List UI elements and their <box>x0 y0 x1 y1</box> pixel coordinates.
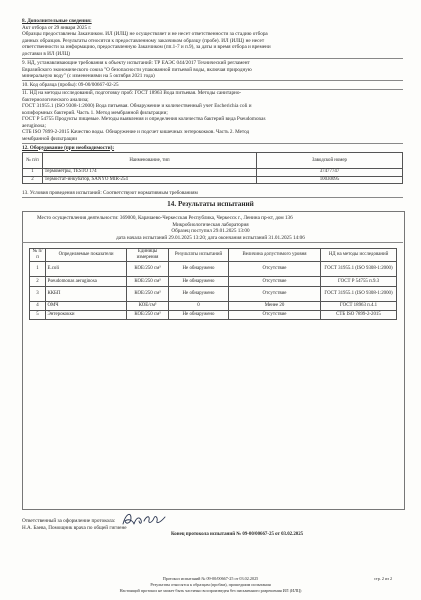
test-dates: дата начала испытаний 29.01.2025 13:20; дата окончания испытаний 31.01.2025 14:06 <box>116 234 305 241</box>
column-header: Заводской номер <box>257 153 403 169</box>
table-cell: ККБП <box>46 287 127 302</box>
table-cell: 1 <box>23 169 43 177</box>
table-cell: КОЕ/250 см³ <box>127 277 169 287</box>
table-cell: ГОСТ 18963 п.4.1 <box>321 302 397 311</box>
table-cell: 5 <box>30 311 46 320</box>
end-of-protocol: Конец протокола испытаний № 09-00/00667-25 от 03.02.2025 <box>171 531 304 537</box>
table-row <box>30 287 397 302</box>
section-11-line: бактериологического анализа; <box>22 96 89 103</box>
sample-received: Образец поступил 29.01.2025 13:00 <box>171 228 250 234</box>
signature-role: Ответственный за оформление протокола: <box>22 518 116 524</box>
equipment-table <box>22 152 403 184</box>
section-11-line: ГОСТ Р 54755 Продукты пищевые. Методы выявления и определения количества бактерий вида Pseudomonas <box>22 116 266 122</box>
table-cell: Не обнаружено <box>169 262 229 277</box>
table-cell: Термометры, TESTO 174 <box>43 169 257 177</box>
sample-code: 10. Код образца (пробы): 09-00/00667-02-25 <box>22 81 119 88</box>
table-cell: Не обнаружено <box>169 287 229 302</box>
test-location: Место осуществления деятельности: 369000, Карачаево-Черкесская Республика, Черкесск г., Ленина пр-кт, дом 136 <box>37 215 293 221</box>
signatory-name: Н.А. Баева, Помощник врача по общей гигиене <box>22 524 127 531</box>
table-cell: 37477747 <box>257 169 403 177</box>
table-cell: ОМЧ <box>46 302 127 311</box>
section-11-line: ГОСТ 31955.1 (ISO 9308-1:2000) Вода питьевая. Обнаружение и количественный учет Escherichia coli и <box>22 103 252 109</box>
column-header: № п/п <box>30 249 46 262</box>
table-cell: Pseudomonas aeruginosa <box>46 277 127 287</box>
table-cell: Не обнаружено <box>169 311 229 320</box>
column-header: № п/п <box>23 153 43 169</box>
divider <box>22 197 403 198</box>
table-cell: Не обнаружено <box>169 277 229 287</box>
section-9-line: Евразийского экономического союза "О безопасности упакованной питьевой воды, включая природную <box>22 66 252 73</box>
table-cell: 2 <box>30 277 46 287</box>
table-header-row <box>23 153 403 169</box>
column-header: Определяемые показатели <box>46 249 127 262</box>
table-cell: 2 <box>23 176 43 184</box>
methods-nd: 11. НД на методы исследований, подготовку проб: ГОСТ 18963 Вода питьевая. Методы санитарно- <box>22 90 242 96</box>
table-cell: КОЕ/см³ <box>127 302 169 311</box>
table-cell: Отсутствие <box>229 287 321 302</box>
section-11-line: aeruginosa; <box>22 122 46 129</box>
table-cell: ГОСТ 31955.1 (ISO 9308-1:2000) <box>321 262 397 277</box>
column-header: Единицы измерения <box>127 249 169 262</box>
column-header: Наименование, тип <box>43 153 257 169</box>
footer-results-note: Результаты относятся к образцам (пробам), прошедшим испытания <box>150 581 271 587</box>
section-8-line: данных образцов. Результаты относятся к предоставленному заказчиком образцу (пробе). ИЛ (ИЛЦ) не несет <box>22 37 265 44</box>
table-cell: ГОСТ 31955.1 (ISO 9308-1:2000) <box>321 287 397 302</box>
divider <box>22 58 403 59</box>
section-8-line: Образцы предоставлены Заказчиком. ИЛ (ИЛЦ) не осуществляет и не несет ответственности за стадию отбора <box>22 31 268 37</box>
laboratory-name: Микробиологическая лаборатория <box>172 221 249 228</box>
table-cell: Термостат-инкубатор, SANYO MIR-254 <box>43 176 257 184</box>
results-table <box>29 248 397 320</box>
footer-reproduction-note: Настоящий протокол не может быть частично воспроизведен без письменного разрешения ИЛ (ИЛЦ) <box>119 587 302 593</box>
footer-protocol-number: Протокол испытаний № 09-00/00667-25 от 03.02.2025 <box>162 575 259 581</box>
handwritten-signature <box>120 509 168 529</box>
column-header: Величина допустимого уровня <box>229 249 321 262</box>
table-row <box>23 169 403 177</box>
equipment-title: 12. Оборудование (при необходимости): <box>22 144 115 151</box>
column-header: Результаты испытаний <box>169 249 229 262</box>
table-cell: 4 <box>30 302 46 311</box>
section-9-line: минеральную воду" (с изменениями на 5 октября 2021 года) <box>22 73 155 79</box>
results-title: 14. Результаты испытаний <box>167 200 254 208</box>
divider <box>22 242 403 243</box>
test-conditions: 13. Условия проведения испытаний: Соответствуют нормативным требованиям <box>22 190 198 196</box>
table-row <box>23 176 403 184</box>
section-8-line: доставки в ИЛ (ИЛЦ) <box>22 50 71 57</box>
table-cell: Менее 20 <box>229 302 321 311</box>
table-row <box>30 277 397 287</box>
table-cell: 3 <box>30 287 46 302</box>
table-cell: СТБ ISO 7899-2-2015 <box>321 311 397 320</box>
section-8-line: ответственности за информацию, предоставленную Заказчиком (пп.1-7 и п.9), за даты и время отбора и времени <box>22 44 271 50</box>
table-cell: 0 <box>169 302 229 311</box>
table-cell: 10030095 <box>257 176 403 184</box>
table-row <box>30 311 397 320</box>
section-11-line: колиформных бактерий. Часть 1. Метод мембранной фильтрации; <box>22 109 168 116</box>
sampling-act: Акт отбора от 29 января 2025 г. <box>22 24 92 31</box>
table-cell: Отсутствие <box>229 262 321 277</box>
table-cell: 1 <box>30 262 46 277</box>
table-cell: Отсутствие <box>229 277 321 287</box>
table-row <box>30 262 397 277</box>
table-cell: КОЕ/250 см³ <box>127 287 169 302</box>
table-row <box>30 302 397 311</box>
column-header: НД на методы исследований <box>321 249 397 262</box>
table-cell: КОЕ/250 см³ <box>127 262 169 277</box>
requirements-nd: 9. НД, устанавливающие требования к объекту испытаний: ТР ЕАЭС 044/2017 Технический регламент <box>22 60 250 66</box>
section-11-line: мембранной фильтрации <box>22 135 78 142</box>
section-8-title: 8. Дополнительные сведения: <box>22 18 92 24</box>
table-cell: Отсутствие <box>229 311 321 320</box>
section-11-line: СТБ ISO 7899-2-2015 Качество воды. Обнаружение и подсчет кишечных энтерококков. Часть 2. Метод <box>22 129 250 135</box>
table-cell: Энтерококки <box>46 311 127 320</box>
page-number: стр. 2 из 2 <box>374 575 393 581</box>
table-cell: КОЕ/250 см³ <box>127 311 169 320</box>
table-cell: ГОСТ Р 54755 п.9.3 <box>321 277 397 287</box>
table-header-row <box>30 249 397 262</box>
table-cell: E.coli <box>46 262 127 277</box>
